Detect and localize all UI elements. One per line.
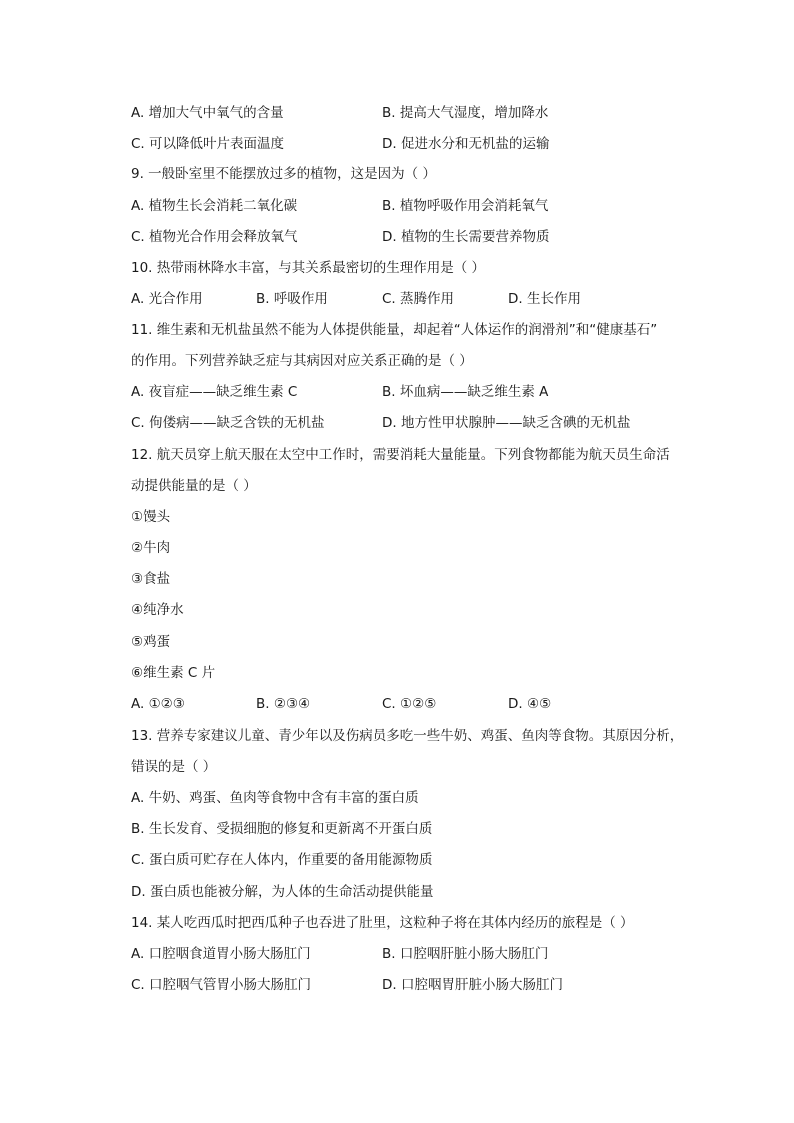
q11-option-b: B. 坏血病——缺乏维生素 A (382, 384, 549, 400)
q14-option-c: C. 口腔咽气管胃小肠大肠肛门 (131, 977, 312, 993)
q13-option-a: A. 牛奶、鸡蛋、鱼肉等食物中含有丰富的蛋白质 (131, 790, 419, 806)
q12-option-d: D. ④⑤ (508, 696, 552, 712)
q8-option-c: C. 可以降低叶片表面温度 (131, 136, 285, 152)
q10-option-a: A. 光合作用 (131, 291, 203, 307)
q9-option-b: B. 植物呼吸作用会消耗氧气 (382, 198, 549, 214)
q12-item-1: ①馒头 (131, 509, 171, 525)
q10-option-c: C. 蒸腾作用 (382, 291, 455, 307)
q12-item-6: ⑥维生素 C 片 (131, 665, 216, 681)
q14-option-d: D. 口腔咽胃肝脏小肠大肠肛门 (382, 977, 563, 993)
q12-stem-line1: 12. 航天员穿上航天服在太空中工作时，需要消耗大量能量。下列食物都能为航天员生命活 (131, 447, 670, 463)
q10-option-b: B. 呼吸作用 (256, 291, 328, 307)
q13-stem-line1: 13. 营养专家建议儿童、青少年以及伤病员多吃一些牛奶、鸡蛋、鱼肉等食物。其原因分析， (131, 728, 684, 744)
q8-option-d: D. 促进水分和无机盐的运输 (382, 136, 550, 152)
q9-option-d: D. 植物的生长需要营养物质 (382, 229, 550, 245)
q11-option-c: C. 佝偻病——缺乏含铁的无机盐 (131, 415, 325, 431)
q11-option-a: A. 夜盲症——缺乏维生素 C (131, 384, 298, 400)
q13-option-b: B. 生长发育、受损细胞的修复和更新离不开蛋白质 (131, 821, 433, 837)
q10-option-d: D. 生长作用 (508, 291, 581, 307)
q12-item-2: ②牛肉 (131, 540, 171, 556)
q12-item-3: ③食盐 (131, 571, 171, 587)
q12-stem-line2: 动提供能量的是（ ） (131, 478, 257, 494)
q14-option-b: B. 口腔咽肝脏小肠大肠肛门 (382, 946, 549, 962)
q13-option-d: D. 蛋白质也能被分解，为人体的生命活动提供能量 (131, 884, 434, 900)
q9-stem: 9. 一般卧室里不能摆放过多的植物，这是因为（ ） (131, 166, 436, 182)
q12-item-4: ④纯净水 (131, 602, 184, 618)
q11-stem-line2: 的作用。下列营养缺乏症与其病因对应关系正确的是（ ） (131, 353, 473, 369)
q8-option-a: A. 增加大气中氧气的含量 (131, 105, 284, 121)
q8-option-b: B. 提高大气湿度，增加降水 (382, 105, 549, 121)
q13-stem-line2: 错误的是（ ） (131, 759, 217, 775)
q11-option-d: D. 地方性甲状腺肿——缺乏含碘的无机盐 (382, 415, 631, 431)
q14-stem: 14. 某人吃西瓜时把西瓜种子也吞进了肚里，这粒种子将在其体内经历的旅程是（ ） (131, 915, 634, 931)
q9-option-c: C. 植物光合作用会释放氧气 (131, 229, 298, 245)
q13-option-c: C. 蛋白质可贮存在人体内，作重要的备用能源物质 (131, 852, 433, 868)
q11-stem-line1: 11. 维生素和无机盐虽然不能为人体提供能量，却起着“人体运作的润滑剂”和“健康基石” (131, 322, 658, 338)
q9-option-a: A. 植物生长会消耗二氧化碳 (131, 198, 298, 214)
q12-item-5: ⑤鸡蛋 (131, 634, 171, 650)
q14-option-a: A. 口腔咽食道胃小肠大肠肛门 (131, 946, 311, 962)
q12-option-c: C. ①②⑤ (382, 696, 437, 712)
q10-stem: 10. 热带雨林降水丰富，与其关系最密切的生理作用是（ ） (131, 260, 486, 276)
q12-option-a: A. ①②③ (131, 696, 185, 712)
q12-option-b: B. ②③④ (256, 696, 311, 712)
